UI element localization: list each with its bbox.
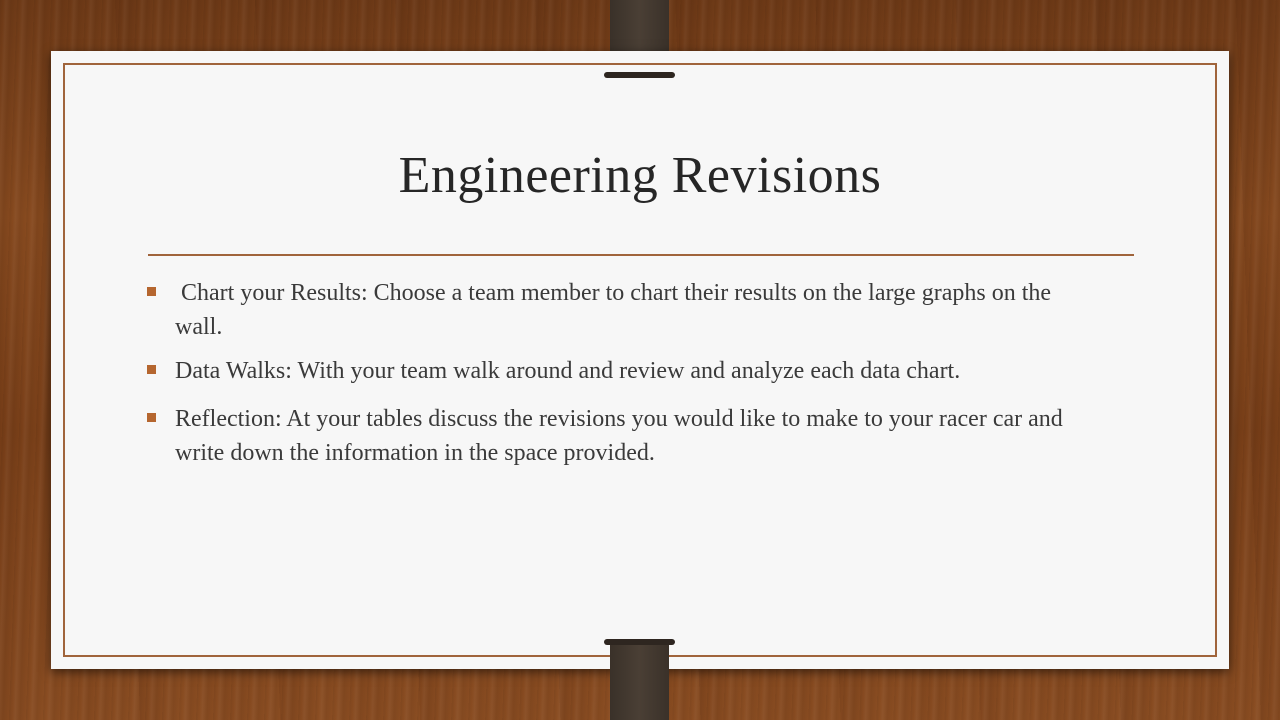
bullet-text: Reflection: At your tables discuss the revisions you would like to make to your racer car and write down the information in the space provided. xyxy=(175,406,1063,466)
bullet-text: Chart your Results: Choose a team member to chart their results on the large graphs on the wall. xyxy=(175,280,1058,340)
bullet-text: Data Walks: With your team walk around and review and analyze each data chart. xyxy=(175,358,961,384)
square-bullet-icon xyxy=(147,365,156,374)
bottom-strap xyxy=(610,642,669,720)
top-strap-clip xyxy=(604,72,675,78)
square-bullet-icon xyxy=(147,287,156,296)
square-bullet-icon xyxy=(147,413,156,422)
bullet-item-data-walks xyxy=(144,354,1104,388)
bullet-list xyxy=(144,276,1104,480)
bullet-item-chart-results xyxy=(144,276,1104,344)
bottom-strap-clip xyxy=(604,639,675,645)
slide-title: Engineering Revisions xyxy=(398,147,882,204)
bullet-item-reflection xyxy=(144,402,1104,470)
title-divider xyxy=(148,254,1134,256)
